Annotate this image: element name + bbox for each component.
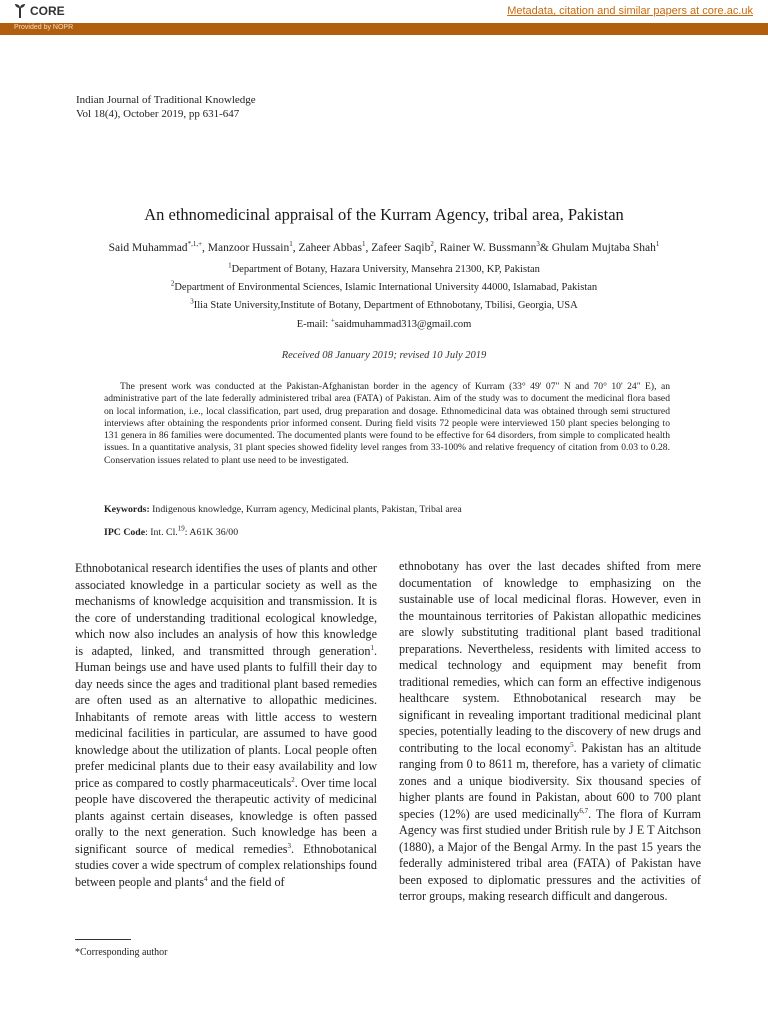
body-text-run: . Over time local people have discovered the therapeutic activity of medicinal plants against certain diseases, knowledge is often passed orally to the next generation. Such knowledge has been a significant source of medical remedies [75,775,378,856]
email-address[interactable]: saidmuhammad313@gmail.com [334,319,472,330]
body-text-run: . Ethnobotanical studies cover a wide spectrum of complex relationships found between people and plants [75,841,377,889]
abstract: The present work was conducted at the Pakistan-Afghanistan border in the agency of Kurram (33° 49' 07" N and 70° 10' 24" E), an administrative part of the late federally administered tribal area (FATA) of Pakistan. Aim of the study was to document the medicinal flora based on local information, i.e., local classification, part used, drug preparation and dosage. Ethnomedicinal data was obtained through semi structured interviews after obtaining the respondents prior informed consent. During field visits 72 people were interviewed 150 plant species belonging to 131 genera in 86 families were documented. The documented plants were found to be effective for 64 disorders, from simple to complicated health issues. In a quantitative analysis, 31 plant species showed fidelity level ranges from 33-100% and relative frequency of citation from 0.03 to 0.28. Conservation issues related to plant use need to be investigated. [104,381,670,466]
author-sup: 2 [430,240,434,249]
core-metadata-link[interactable]: Metadata, citation and similar papers at core.ac.uk [507,5,753,17]
keywords-text: Indigenous knowledge, Kurram agency, Medicinal plants, Pakistan, Tribal area [152,504,462,515]
affiliation-1 [0,261,768,275]
citation-ref[interactable]: 5 [570,740,574,749]
affiliation-text: Ilia State University,Institute of Botany, Department of Ethnobotany, Tbilisi, Georgia, USA [193,300,578,311]
citation-ref[interactable]: 4 [203,874,208,883]
body-text-run: and the field of [207,874,285,889]
ipc-value: : A61K 36/00 [184,527,239,538]
author-separator: , [365,242,372,254]
author-sup: 3 [536,240,540,249]
journal-info [76,93,256,121]
journal-volume: Vol 18(4), October 2019, pp 631-647 [76,108,240,120]
affiliation-text: Department of Environmental Sciences, Islamic International University 44000, Islamabad, Pakistan [174,282,598,293]
body-text-run: . Pakistan has an altitude ranging from 0 to 8611 m, therefore, has a variety of climatic zones and a unique biodiversity. Six thousand species of higher plants are found in Pakistan, about 600 to 700 plant species (12%) are used medicinally [399,740,701,821]
citation-ref[interactable]: 3 [287,841,292,850]
body-right-column [399,558,701,905]
footnote-rule [75,939,131,940]
author-sup: *,1,+ [187,240,203,249]
citation-ref[interactable]: 2 [291,775,295,784]
body-text-run: Ethnobotanical research identifies the uses of plants and other associated knowledge in a particular society as well as the mechanisms of knowledge acquisition and transmission. It is the core of understanding traditional ecological knowledge, which now also includes an analysis of how this knowledge is adapted, linked, and transmitted through generation [75,561,377,658]
email-label: E-mail: [296,319,331,330]
author-list [0,242,768,254]
author-sup: 1 [362,240,366,249]
affiliation-sup: 2 [170,279,175,288]
corresponding-email [0,316,768,330]
author-name: Zaheer Abbas [298,242,363,254]
email-sup: + [330,316,335,325]
core-logo-text: CORE [30,4,65,18]
citation-ref[interactable]: 6,7 [579,806,589,815]
affiliation-text: Department of Botany, Hazara University, Mansehra 21300, KP, Pakistan [231,264,540,275]
citation-ref[interactable]: 1 [370,643,374,652]
ipc-sup: 19 [177,524,185,533]
body-text-run: . The flora of Kurram Agency was first studied under British rule by J E T Aitchson (1880), a Major of the Bengal Army. In the past 15 years the federally administered tribal area (FATA) of Pakistan have been exposed to diplomatic pressures and the activities of terror groups, making research difficult and dangerous. [399,806,701,903]
author-name: Ghulam Mujtaba Shah [551,242,656,254]
author-name: Zafeer Saqib [371,242,431,254]
affiliation-2 [0,279,768,293]
journal-name: Indian Journal of Traditional Knowledge [76,94,256,106]
affiliation-sup: 1 [228,261,232,270]
ipc-prefix: : Int. Cl. [145,527,178,538]
core-logo-icon [14,4,26,18]
received-dates: Received 08 January 2019; revised 10 July 2019 [281,350,487,361]
author-name: Manzoor Hussain [207,242,290,254]
affiliation-sup: 3 [190,297,194,306]
core-logo[interactable] [14,4,65,18]
body-text-run: . Human beings use and have used plants to fulfill their day to day needs since the ages and traditional plant based remedies are often used as an alternative to allopathic medicines. Inhabitants of remote areas with little access to western medicinal facilities in particular, are assumed to have good knowledge about the utilization of plants. Local people often prefer medicinal plants due to their easy availability and low price as compared to costly pharmaceuticals [75,643,377,790]
footnote: *Corresponding author [75,947,168,958]
author-name: Rainer W. Bussmann [439,242,537,254]
ipc-code-line [104,524,239,538]
ipc-label: IPC Code [104,527,146,538]
body-left-column [75,560,377,890]
author-name: Said Muhammad [108,242,188,254]
author-sup: 1 [289,240,293,249]
author-separator: , [292,242,299,254]
article-title: An ethnomedicinal appraisal of the Kurram Agency, tribal area, Pakistan [144,205,624,224]
keywords-label: Keywords: [104,504,153,515]
author-separator: , [202,242,208,254]
body-text-run: ethnobotany has over the last decades shifted from mere documentation of knowledge to emphasizing on the sustainable use of local medicinal floras. However, even in the mountainous territories of Pakistan allopathic medicines are slowly substituting traditional plant based traditional preparations. Nevertheless, residents with limited access to medical technology and equipment may benefit from traditional remedies, which can form an effective indigenous healthcare system. Ethnobotanical research may be significant in revealing important traditional medicinal plant species, potentially leading to the discovery of new drugs and contributing to the local economy [399,559,701,755]
author-sup: 1 [655,240,660,249]
author-separator: , [433,242,440,254]
core-top-bar [0,0,768,24]
provided-by-text: Provided by NOPR [14,24,74,31]
provider-bar [0,23,768,35]
keywords-line [104,504,462,515]
affiliation-3 [0,297,768,311]
author-separator: & [539,242,552,254]
